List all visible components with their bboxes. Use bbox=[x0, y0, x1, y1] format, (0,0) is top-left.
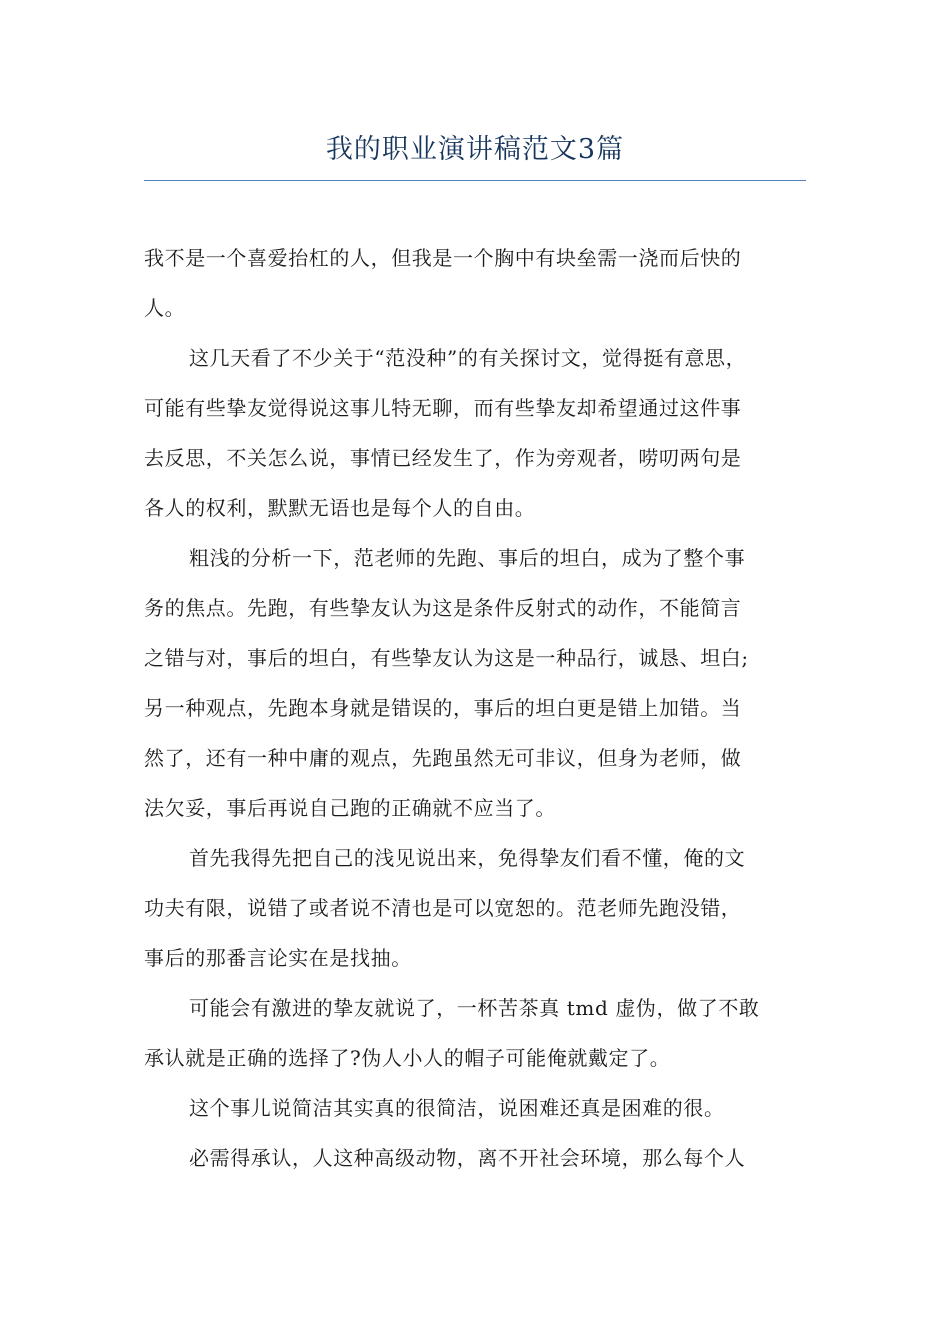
text-line: 粗浅的分析一下，范老师的先跑、事后的坦白，成为了整个事 bbox=[189, 546, 746, 570]
text-line: 去反思，不关怎么说，事情已经发生了，作为旁观者，唠叨两句是 bbox=[144, 446, 742, 470]
paragraph bbox=[144, 833, 806, 983]
paragraph bbox=[144, 983, 806, 1083]
text-line: 功夫有限，说错了或者说不清也是可以宽恕的。范老师先跑没错， bbox=[144, 896, 742, 920]
text-line: 事后的那番言论实在是找抽。 bbox=[144, 946, 412, 970]
paragraph bbox=[144, 533, 806, 833]
title-underline bbox=[144, 180, 806, 181]
paragraph bbox=[144, 233, 806, 333]
text-line: 首先我得先把自己的浅见说出来，免得挚友们看不懂，俺的文 bbox=[189, 846, 746, 870]
text-line: 这个事儿说简洁其实真的很简洁，说困难还真是困难的很。 bbox=[189, 1096, 725, 1120]
text-line: 务的焦点。先跑，有些挚友认为这是条件反射式的动作，不能简言 bbox=[144, 596, 742, 620]
text-line: 各人的权利，默默无语也是每个人的自由。 bbox=[144, 496, 536, 520]
document-title: 我的职业演讲稿范文3篇 bbox=[325, 134, 625, 165]
paragraph bbox=[144, 333, 806, 533]
text-line: 然了，还有一种中庸的观点，先跑虽然无可非议，但身为老师，做 bbox=[144, 746, 742, 770]
text-line: 法欠妥，事后再说自己跑的正确就不应当了。 bbox=[144, 796, 556, 820]
text-line: 可能有些挚友觉得说这事儿特无聊，而有些挚友却希望通过这件事 bbox=[144, 396, 742, 420]
text-line: 承认就是正确的选择了?伪人小人的帽子可能俺就戴定了。 bbox=[144, 1046, 671, 1070]
text-line: 之错与对，事后的坦白，有些挚友认为这是一种品行，诚恳、坦白; bbox=[144, 646, 749, 670]
text-line: 这几天看了不少关于“范没种”的有关探讨文，觉得挺有意思， bbox=[189, 346, 747, 370]
document-body bbox=[144, 233, 806, 1183]
text-line: 必需得承认，人这种高级动物，离不开社会环境，那么每个人 bbox=[189, 1146, 746, 1170]
paragraph bbox=[144, 1133, 806, 1183]
text-line: 人。 bbox=[144, 296, 186, 320]
text-line: 我不是一个喜爱抬杠的人，但我是一个胸中有块垒需一浇而后快的 bbox=[144, 246, 742, 270]
text-line: 另一种观点，先跑本身就是错误的，事后的坦白更是错上加错。当 bbox=[144, 696, 742, 720]
text-line: 可能会有激进的挚友就说了，一杯苦茶真 tmd 虚伪，做了不敢 bbox=[189, 996, 760, 1020]
paragraph bbox=[144, 1083, 806, 1133]
